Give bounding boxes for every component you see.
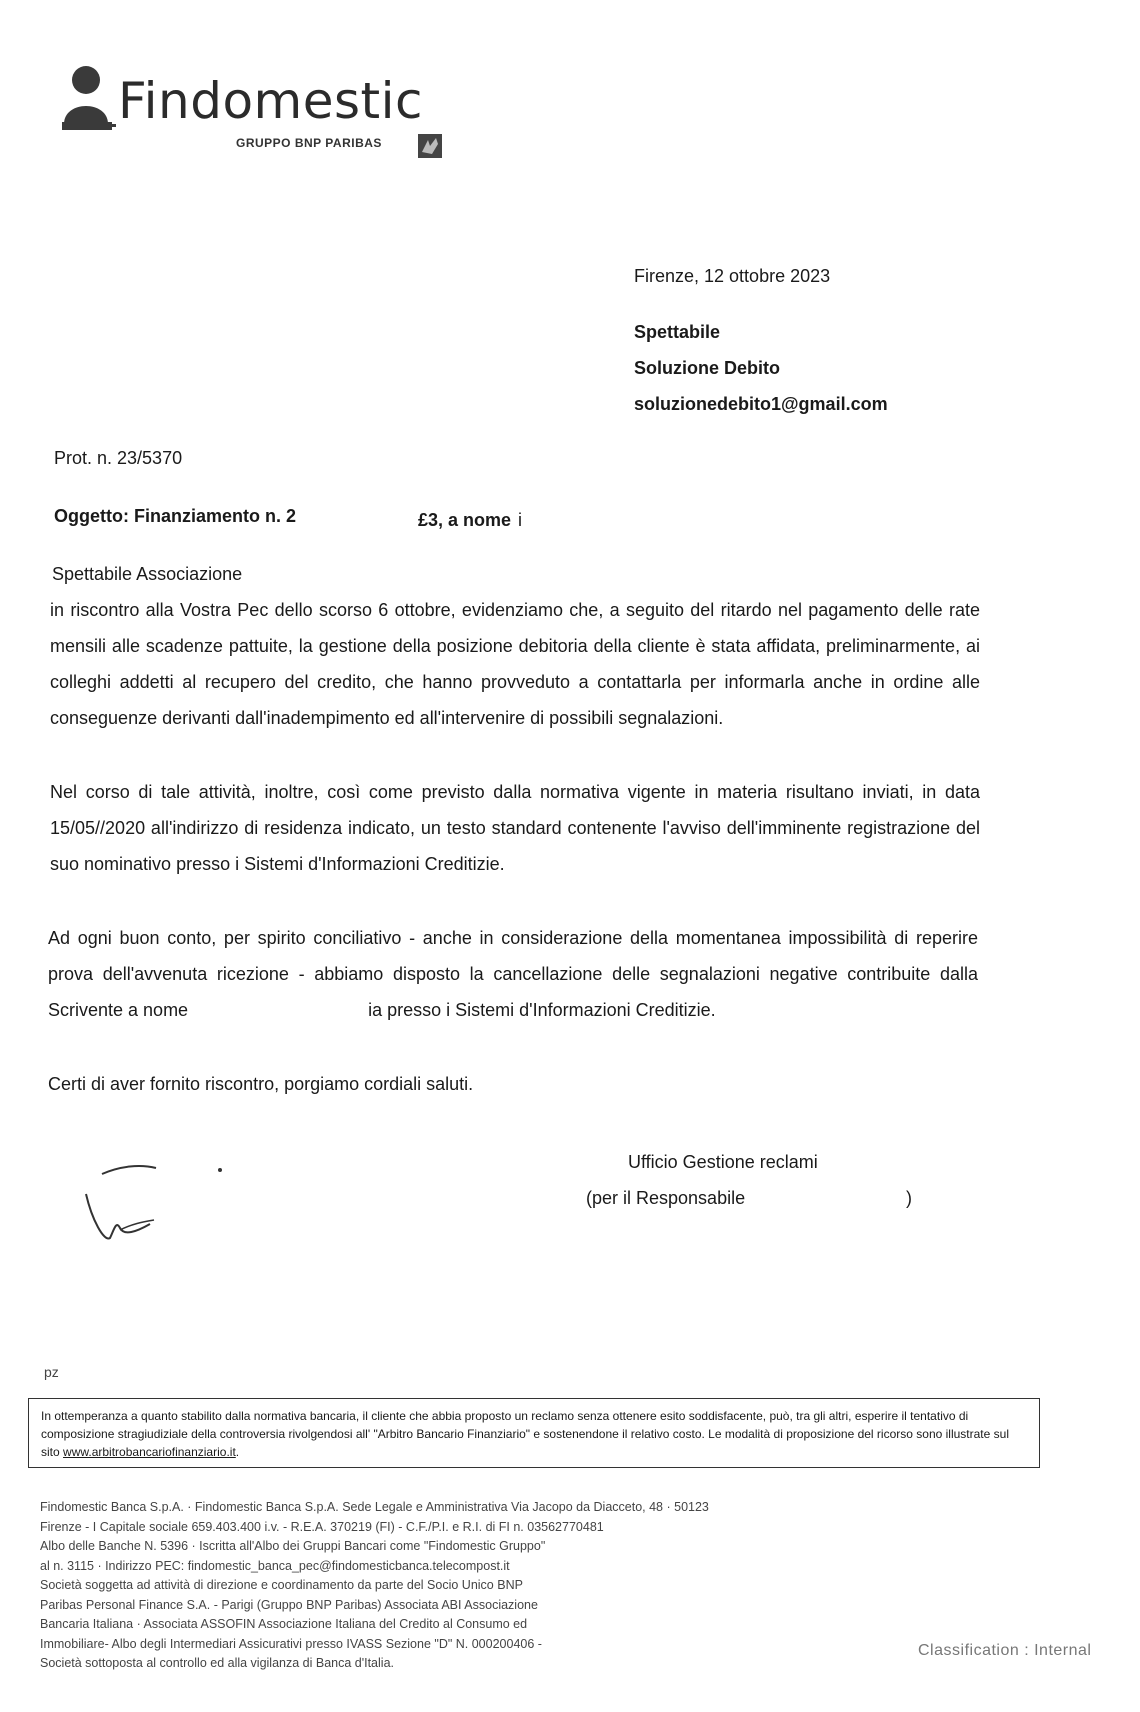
- salutation: Spettabile Associazione: [52, 564, 243, 584]
- footer-line: Paribas Personal Finance S.A. - Parigi (Gruppo BNP Paribas) Associata ABI Associazione: [40, 1597, 538, 1612]
- footer-line: Società soggetta ad attività di direzione e coordinamento da parte del Socio Unico BNP: [40, 1578, 523, 1592]
- notice-text: In ottemperanza a quanto stabilito dalla normativa bancaria, il cliente che abbia proposto un reclamo senza ottenere esito soddisfacente, può, tra gli altri, esperire il tentativo di composizione stragiudiziale della controversia rivolgendosi all' "Arbitro Bancario Finanziario" e sostenendone il relativo costo. Le modalità di proposizione del ricorso sono illustrate sul sito: [41, 1409, 1009, 1459]
- notice-box: [28, 1398, 1040, 1468]
- notice-end: .: [235, 1445, 240, 1459]
- paragraph-3-tail: ia presso i Sistemi d'Informazioni Creditizie.: [368, 1000, 716, 1020]
- footer-line: Albo delle Banche N. 5396 · Iscritta all'Albo dei Gruppi Bancari come "Findomestic Gruppo": [40, 1539, 546, 1553]
- initials: pz: [44, 1364, 59, 1380]
- handwritten-signature: [80, 1150, 250, 1260]
- footer-line: Società sottoposta al controllo ed alla vigilanza di Banca d'Italia.: [40, 1656, 394, 1670]
- footer-line: Immobiliare- Albo degli Intermediari Assicurativi presso IVASS Sezione "D" N. 000200406 -: [40, 1636, 542, 1651]
- footer-line: Bancaria Italiana · Associata ASSOFIN Associazione Italiana del Credito al Consumo ed: [40, 1617, 528, 1631]
- logo-brand: Findomestic: [118, 72, 424, 130]
- signature-close-paren: ): [906, 1188, 912, 1208]
- footer-line: Firenze - I Capitale sociale 659.403.400 i.v. - R.E.A. 370219 (FI) - C.F./P.I. e R.I. di FI n. 03562770481: [40, 1519, 604, 1534]
- footer-line: al n. 3115 · Indirizzo PEC: findomestic_banca_pec@findomesticbanca.telecompost.it: [40, 1558, 510, 1573]
- bnp-paribas-stars-icon: [418, 134, 442, 158]
- paragraph-3: [48, 920, 978, 1028]
- findomestic-person-icon: [60, 64, 116, 132]
- protocol-number: Prot. n. 23/5370: [54, 448, 183, 468]
- subject-part-1: Oggetto: Finanziamento n. 2: [54, 506, 296, 526]
- subject-part-2: £3, a nome: [418, 510, 512, 530]
- signature-office: Ufficio Gestione reclami: [628, 1152, 818, 1172]
- notice-link[interactable]: www.arbitrobancariofinanziario.it: [63, 1445, 236, 1459]
- classification-label: Classification : Internal: [918, 1642, 1092, 1659]
- company-footer: [40, 1498, 709, 1674]
- paragraph-1: in riscontro alla Vostra Pec dello scorso 6 ottobre, evidenziamo che, a seguito del ritardo nel pagamento delle rate mensili alle scadenze pattuite, la gestione della posizione debitoria della cliente è stata affidata, preliminarmente, ai colleghi addetti al recupero del credito, che hanno provveduto a contattarla per informarla anche in ordine alle conseguenze derivanti dall'inadempimento ed all'intervenire di possibili segnalazioni.: [50, 600, 980, 728]
- date-line: Firenze, 12 ottobre 2023: [634, 266, 831, 286]
- subject-part-3: i: [518, 510, 522, 530]
- recipient-line-1: Spettabile: [634, 322, 721, 342]
- recipient-email: soluzionedebito1@gmail.com: [634, 394, 888, 414]
- signature-per: (per il Responsabile: [586, 1188, 746, 1208]
- paragraph-2: Nel corso di tale attività, inoltre, così come previsto dalla normativa vigente in materia risultano inviati, in data 15/05//2020 all'indirizzo di residenza indicato, un testo standard contenente l'avviso dell'imminente registrazione del suo nominativo presso i Sistemi d'Informazioni Creditizie.: [50, 782, 980, 874]
- footer-line: Findomestic Banca S.p.A. · Findomestic Banca S.p.A. Sede Legale e Amministrativa Via Jacopo da Diacceto, 48 · 50123: [40, 1500, 709, 1514]
- paragraph-3-text: Ad ogni buon conto, per spirito conciliativo - anche in considerazione della momentanea impossibilità di reperire prova dell'avvenuta ricezione - abbiamo disposto la cancellazione delle segnalazioni negative contribuite dalla Scrivente a nome: [48, 928, 978, 1020]
- recipient-line-2: Soluzione Debito: [634, 358, 780, 378]
- closing: Certi di aver fornito riscontro, porgiamo cordiali saluti.: [48, 1074, 474, 1094]
- logo-group: GRUPPO BNP PARIBAS: [236, 136, 382, 150]
